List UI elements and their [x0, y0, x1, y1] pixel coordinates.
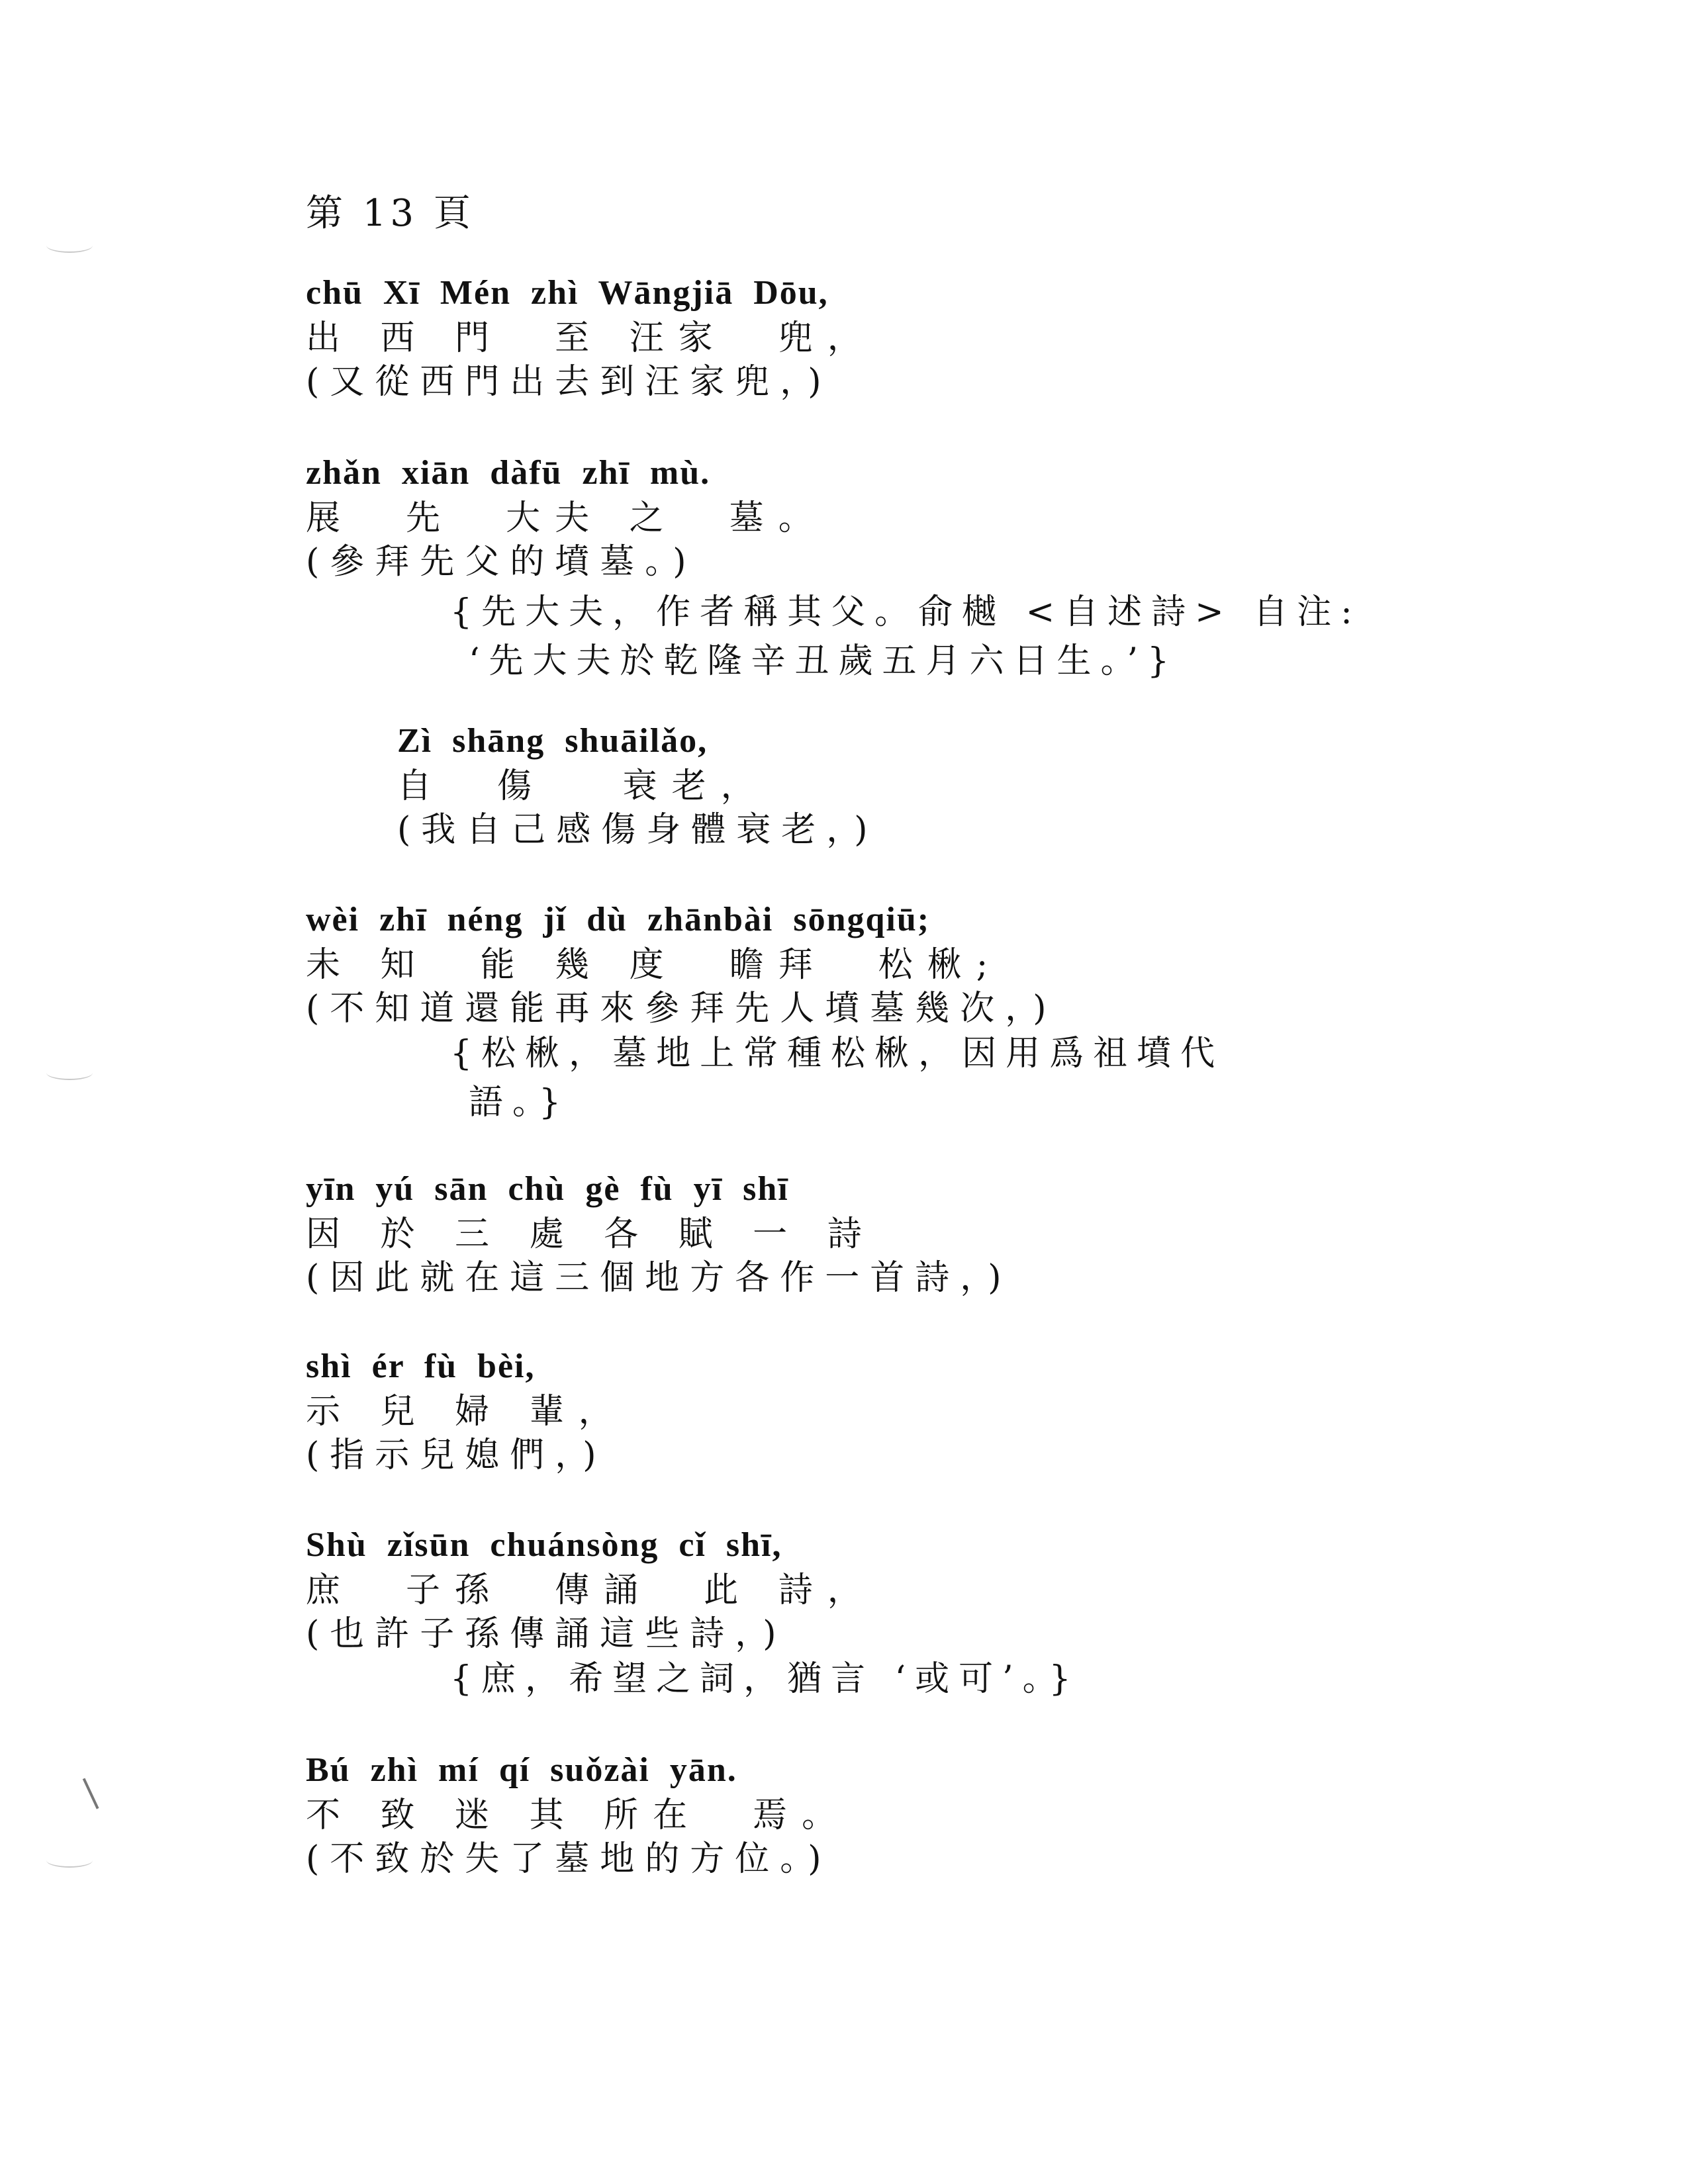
pinyin-line: shì ér fù bèi, [306, 1347, 536, 1385]
verse-5 [306, 1166, 1431, 1300]
note-line: ‘先大夫於乾隆辛丑歲五月六日生。’} [469, 641, 1179, 681]
pinyin-line: zhǎn xiān dàfū zhī mù. [306, 454, 711, 492]
punch-hole-mark [46, 238, 93, 253]
verse-6 [306, 1343, 1431, 1477]
translation-line: (參拜先父的墳墓。) [306, 542, 697, 582]
annotation-note [450, 1655, 1443, 1704]
annotation-note [450, 1029, 1443, 1127]
chinese-line: 因 於 三 處 各 賦 一 詩 [306, 1214, 876, 1254]
note-line: 語。} [469, 1083, 571, 1122]
pinyin-line: Shù zǐsūn chuánsòng cǐ shī, [306, 1526, 782, 1564]
chinese-line: 示 兒 婦 輩， [306, 1392, 628, 1432]
translation-line: (因此就在這三個地方各作一首詩，) [306, 1258, 1012, 1298]
pinyin-line: Bú zhì mí qí suǒzài yān. [306, 1751, 737, 1789]
verse-4 [306, 897, 1431, 1030]
chinese-line: 自 傷 衰老， [397, 766, 770, 806]
punch-hole-mark [46, 1853, 93, 1868]
verse-1 [306, 270, 1431, 404]
translation-line: (指示兒媳們，) [306, 1435, 607, 1475]
note-line: {庶，希望之詞，猶言 ‘或可’。} [450, 1659, 1080, 1699]
pinyin-line: Zì shāng shuāilǎo, [397, 722, 708, 760]
stray-pen-mark [83, 1771, 114, 1809]
translation-line: (也許子孫傳誦這些詩，) [306, 1614, 787, 1654]
translation-line: (不致於失了墓地的方位。) [306, 1839, 832, 1879]
pinyin-line: yīn yú sān chù gè fù yī shī [306, 1170, 789, 1208]
annotation-note [450, 588, 1443, 686]
punch-hole-mark [46, 1066, 93, 1080]
translation-line: (我自己感傷身體衰老，) [397, 810, 878, 850]
pinyin-line: wèi zhī néng jǐ dù zhānbài sōngqiū; [306, 901, 931, 938]
chinese-line: 庶 子孫 傳誦 此 詩， [306, 1570, 876, 1610]
verse-2 [306, 450, 1431, 584]
pinyin-line: chū Xī Mén zhì Wāngjiā Dōu, [306, 274, 829, 312]
translation-line: (又從西門出去到汪家兜，) [306, 362, 832, 402]
note-line: {松楸，墓地上常種松楸，因用爲祖墳代 [450, 1034, 1225, 1073]
chinese-line: 不 致 迷 其 所在 焉。 [306, 1796, 851, 1835]
translation-line: (不知道還能再來參拜先人墳墓幾次，) [306, 989, 1057, 1028]
chinese-line: 展 先 大夫 之 墓。 [306, 498, 827, 538]
verse-3 [397, 718, 1523, 852]
verse-8 [306, 1747, 1431, 1881]
page-number: 第 13 頁 [306, 192, 475, 235]
note-line: {先大夫，作者稱其父。俞樾 <自述詩> 自注: [450, 592, 1362, 632]
verse-7 [306, 1522, 1431, 1656]
chinese-line: 未 知 能 幾 度 瞻拜 松楸; [306, 945, 1003, 985]
chinese-line: 出 西 門 至 汪家 兜， [306, 318, 876, 358]
